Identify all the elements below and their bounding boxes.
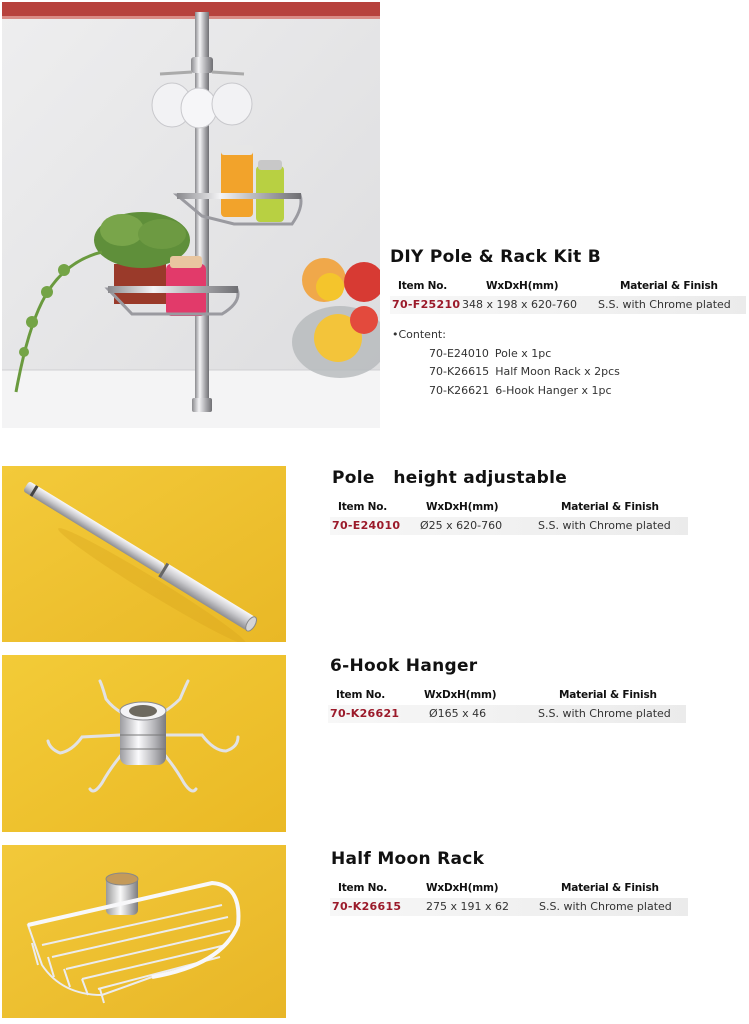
half-moon-rack-photo [2, 845, 286, 1018]
spec-table-header [328, 687, 686, 705]
header-dims: WxDxH(mm) [426, 501, 499, 513]
header-material: Material & Finish [561, 501, 659, 513]
product-title: Pole height adjustable [332, 468, 568, 488]
header-dims: WxDxH(mm) [424, 689, 497, 701]
spec-table [328, 687, 686, 723]
content-item [392, 382, 620, 401]
six-hook-hanger-photo [2, 655, 286, 832]
header-material: Material & Finish [620, 280, 718, 292]
spec-table-row [330, 517, 688, 535]
spec-table [330, 499, 688, 535]
content-label: •Content: [392, 328, 446, 341]
content-item [392, 345, 620, 364]
header-item-no: Item No. [398, 280, 448, 292]
header-material: Material & Finish [559, 689, 657, 701]
spec-table-header [330, 880, 688, 898]
spec-table-row [390, 296, 746, 314]
item-number: 70-E24010 [332, 519, 401, 532]
material-finish: S.S. with Chrome plated [538, 707, 671, 720]
content-item-code: 70-K26621 [429, 383, 490, 397]
header-material: Material & Finish [561, 882, 659, 894]
spec-table-row [328, 705, 686, 723]
spec-table-row [330, 898, 688, 916]
content-item [392, 363, 620, 382]
header-item-no: Item No. [338, 882, 388, 894]
kit-content-list [392, 326, 620, 400]
header-item-no: Item No. [336, 689, 386, 701]
content-item-code: 70-E24010 [429, 346, 489, 360]
spec-table-header [330, 499, 688, 517]
spec-table [330, 880, 688, 916]
spec-table [390, 278, 746, 314]
header-item-no: Item No. [338, 501, 388, 513]
content-item-desc: Half Moon Rack x 2pcs [495, 365, 620, 378]
product-title: Half Moon Rack [331, 849, 485, 869]
dimensions: Ø25 x 620-760 [420, 519, 503, 532]
product-title: 6-Hook Hanger [330, 656, 478, 676]
content-item-code: 70-K26615 [429, 365, 490, 378]
dimensions: 348 x 198 x 620-760 [462, 298, 577, 311]
material-finish: S.S. with Chrome plated [598, 298, 731, 311]
item-number: 70-K26615 [332, 900, 402, 913]
dimensions: 275 x 191 x 62 [426, 900, 509, 913]
dimensions: Ø165 x 46 [429, 707, 487, 720]
kitchen-pole-rack-kit-photo [2, 2, 380, 428]
telescopic-pole-photo [2, 466, 286, 642]
spec-table-header [390, 278, 746, 296]
content-item-desc: Pole x 1pc [494, 346, 552, 360]
material-finish: S.S. with Chrome plated [539, 900, 672, 913]
header-dims: WxDxH(mm) [426, 882, 499, 894]
material-finish: S.S. with Chrome plated [538, 519, 671, 532]
item-number: 70-F25210 [392, 298, 461, 311]
content-item-desc: 6-Hook Hanger x 1pc [495, 383, 612, 397]
header-dims: WxDxH(mm) [486, 280, 559, 292]
item-number: 70-K26621 [330, 707, 400, 720]
product-title: DIY Pole & Rack Kit B [390, 247, 601, 267]
